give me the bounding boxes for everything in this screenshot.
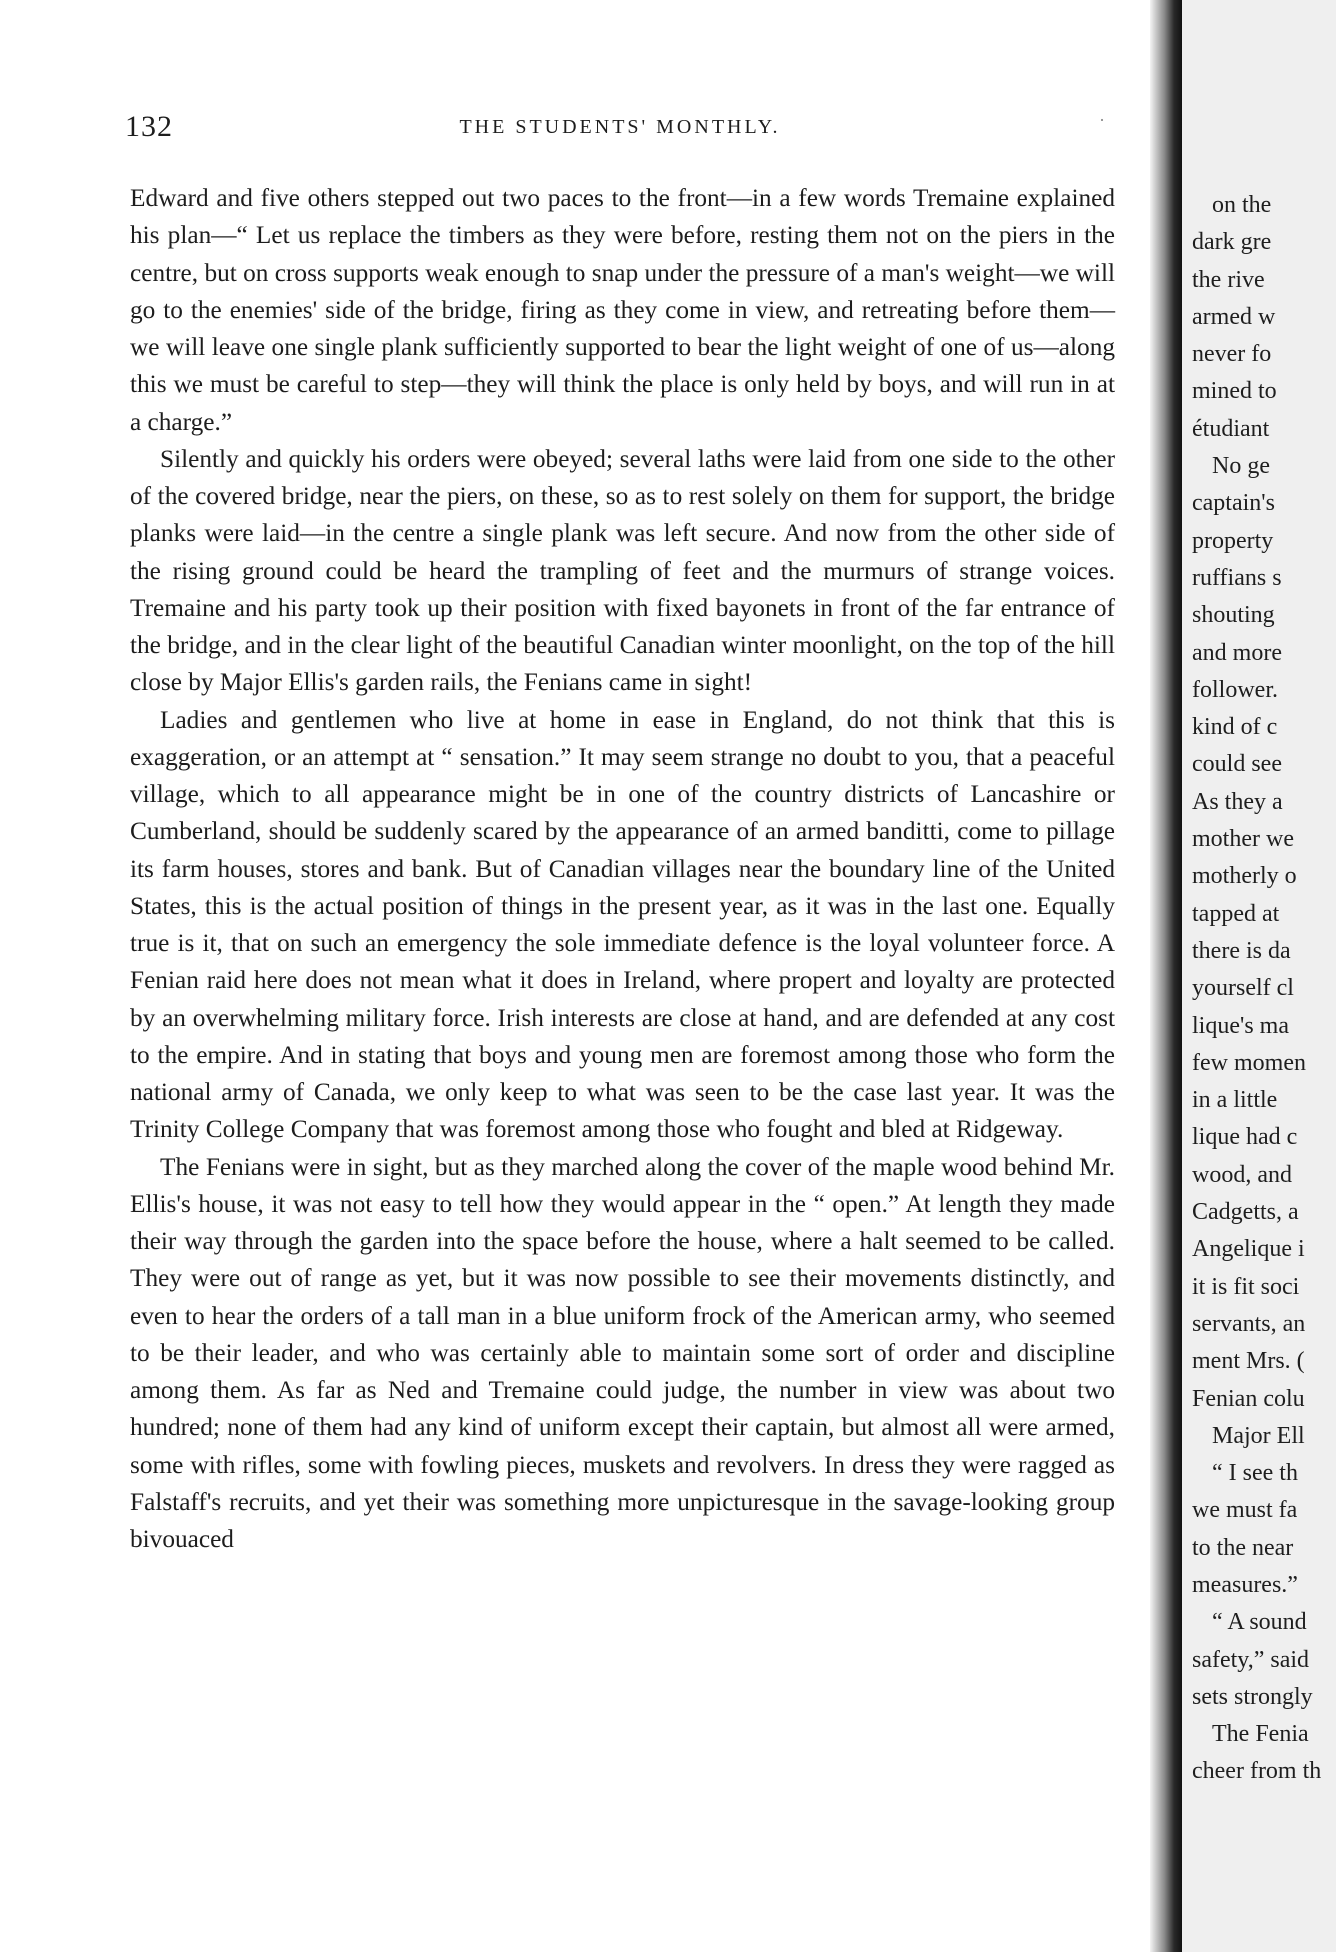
facing-page-line: there is da	[1192, 937, 1291, 964]
facing-page-line: mother we	[1192, 826, 1294, 853]
facing-page-line: armed w	[1192, 303, 1276, 330]
facing-page-edge	[1182, 0, 1336, 1952]
facing-page-line: yourself cl	[1192, 975, 1294, 1002]
facing-page-line: “ I see th	[1212, 1460, 1298, 1487]
facing-page-line: on the	[1212, 192, 1272, 218]
facing-page-line: ruffians s	[1192, 564, 1282, 591]
page-number: 132	[125, 110, 173, 143]
facing-page-line: cheer from th	[1192, 1758, 1322, 1785]
facing-page-line: lique had c	[1192, 1124, 1298, 1151]
article-body	[130, 180, 1115, 1558]
facing-page-line: wood, and	[1192, 1161, 1292, 1188]
facing-page-line: in a little	[1192, 1087, 1278, 1114]
facing-page-line: it is fit soci	[1192, 1273, 1300, 1300]
facing-page-line: As they a	[1192, 788, 1283, 815]
facing-page-line: “ A sound	[1212, 1609, 1307, 1636]
facing-page-line: and more	[1192, 639, 1282, 666]
facing-page-line: Angelique i	[1192, 1236, 1305, 1263]
facing-page-line: few momen	[1192, 1049, 1306, 1076]
facing-page-line: ment Mrs. (	[1192, 1348, 1305, 1375]
facing-page-line: the rive	[1192, 266, 1265, 293]
facing-page-line: motherly o	[1192, 863, 1297, 890]
facing-page-line: dark gre	[1192, 229, 1272, 256]
facing-page-line: tapped at	[1192, 900, 1280, 927]
paragraph-2: Silently and quickly his orders were obeyed; several laths were laid from one side to the other of the covered bridge, near the piers, on these, so as to rest solely on them for support, the bridge planks were laid—in the centre a single plank was left secure. And now from the other side of the rising ground could be heard the trampling of feet and the murmurs of strange voices. Tremaine and his party took up their position with fixed bayonets in front of the far entrance of the bridge, and in the clear light of the beautiful Canadian winter moonlight, on the top of the hill close by Major Ellis's garden rails, the Fenians came in sight!	[130, 444, 1115, 697]
facing-page-line: kind of c	[1192, 714, 1278, 741]
facing-page-line: The Fenia	[1212, 1721, 1309, 1748]
facing-page-line: No ge	[1212, 453, 1270, 480]
facing-page-line: Cadgetts, a	[1192, 1199, 1299, 1226]
paragraph-1: Edward and five others stepped out two paces to the front—in a few words Tremaine explained his plan—“ Let us replace the timbers as they were before, resting them not on the piers in the centre, but on cross supports weak enough to snap under the pressure of a man's weight—we will go to the enemies' side of the bridge, firing as they come in view, and retreating before them—we will leave one single plank sufficiently supported to bear the light weight of one of us—along this we must be careful to step—they will think the place is only held by boys, and will run in at a charge.”	[130, 184, 1115, 436]
facing-page-line: we must fa	[1192, 1497, 1298, 1524]
facing-page-line: servants, an	[1192, 1310, 1306, 1337]
facing-page-line: Fenian colu	[1192, 1385, 1305, 1412]
book-gutter-shadow	[1150, 0, 1182, 1952]
facing-page-line: étudiant	[1192, 415, 1270, 442]
facing-page-line: shouting	[1192, 602, 1275, 629]
paragraph-4: The Fenians were in sight, but as they marched along the cover of the maple wood behind Mr. Ellis's house, it was not easy to tell how they would appear in the “ open.” At length they made their way through the garden into the space before the house, where a halt seemed to be called. They were out of range as yet, but it was now possible to see their movements distinctly, and even to hear the orders of a tall man in a blue uniform frock of the American army, who seemed to be their leader, and who was certainly able to maintain some sort of order and discipline among them. As far as Ned and Tremaine could judge, the number in view was about two hundred; none of them had any kind of uniform except their captain, but almost all were armed, some with rifles, some with fowling pieces, muskets and revolvers. In dress they were ragged as Falstaff's recruits, and yet their was something more unpicturesque in the savage-looking group bivouaced	[130, 1152, 1115, 1553]
facing-page-text	[1192, 187, 1336, 1791]
facing-page-line: never fo	[1192, 341, 1272, 368]
facing-page-line: property	[1192, 527, 1274, 554]
facing-page-line: lique's ma	[1192, 1012, 1289, 1039]
journal-title: THE STUDENTS' MONTHLY.	[459, 116, 781, 138]
facing-page-line: to the near	[1192, 1534, 1294, 1561]
paragraph-3: Ladies and gentlemen who live at home in ease in England, do not think that this is exaggeration, or an attempt at “ sensation.” It may seem strange no doubt to you, that a peaceful village, which to all appearance might be in one of the country districts of Lancashire or Cumberland, should be suddenly scared by the appearance of an armed banditti, come to pillage its farm houses, stores and bank. But of Canadian villages near the boundary line of the United States, this is the actual position of things in the present year, as it was in the last one. Equally true is it, that on such an emergency the sole immediate defence is the loyal volunteer force. A Fenian raid here does not mean what it does in Ireland, where propert and loyalty are protected by an overwhelming military force. Irish interests are close at hand, and are defended at any cost to the empire. And in stating that boys and young men are foremost among those who form the national army of Canada, we only keep to what was seen to be the case last year. It was the Trinity College Company that was foremost among those who fought and bled at Ridgeway.	[130, 705, 1115, 1144]
facing-page-line: Major Ell	[1212, 1422, 1305, 1449]
facing-page-line: safety,” said	[1192, 1646, 1310, 1673]
facing-page-line: measures.”	[1192, 1571, 1298, 1598]
page-header	[125, 110, 1115, 150]
facing-page-line: sets strongly	[1192, 1683, 1313, 1710]
facing-page-line: mined to	[1192, 378, 1277, 405]
facing-page-line: captain's	[1192, 490, 1275, 517]
header-mark: ·	[1099, 110, 1105, 130]
facing-page-line: follower.	[1192, 676, 1278, 703]
facing-page-line: could see	[1192, 751, 1282, 778]
